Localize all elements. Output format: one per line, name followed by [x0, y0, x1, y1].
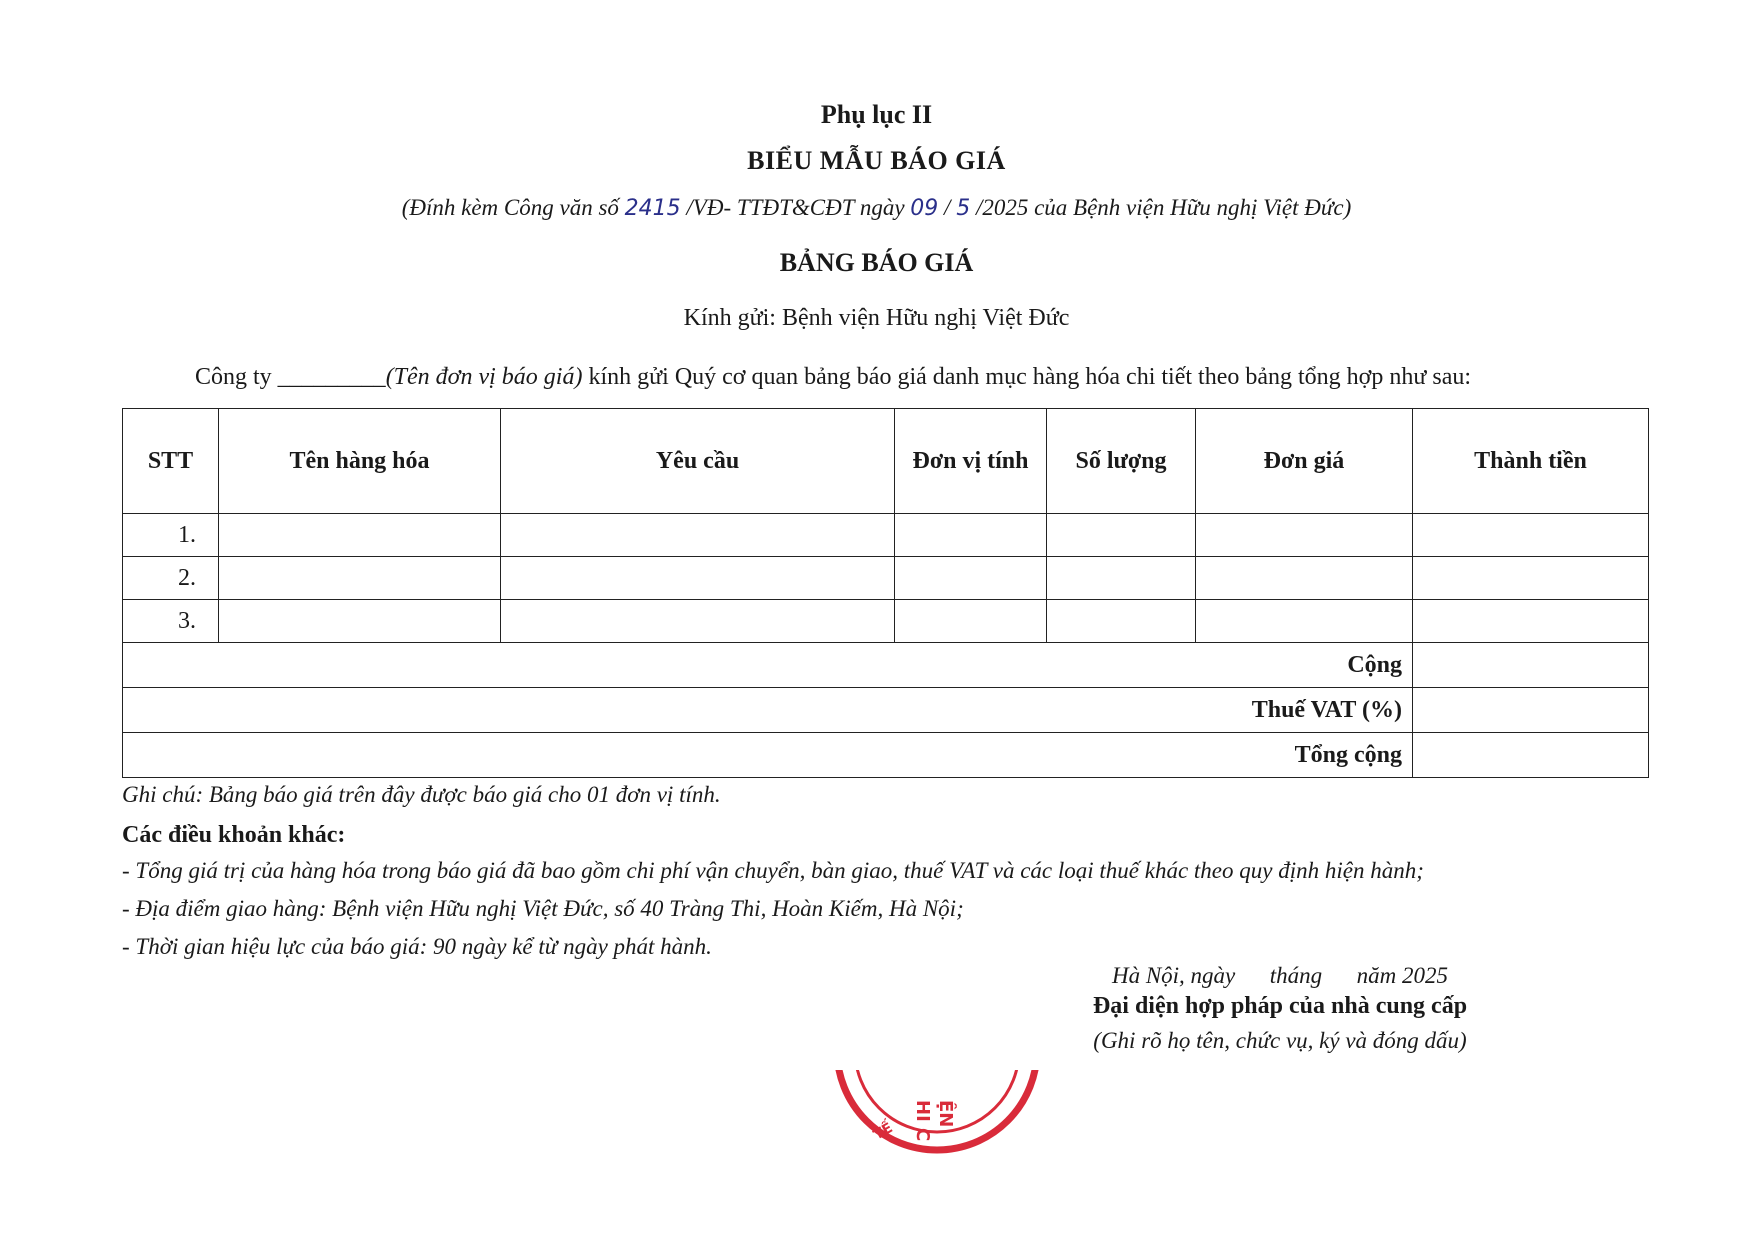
term-item: - Thời gian hiệu lực của báo giá: 90 ngày kể từ ngày phát hành.: [122, 934, 712, 959]
term-item: - Tổng giá trị của hàng hóa trong báo giá đã bao gồm chi phí vận chuyển, bàn giao, thuế VAT và các loại thuế khác theo quy định hiện hành;: [122, 858, 1424, 883]
cell: [1047, 514, 1196, 557]
appendix-label: Phụ lục II: [820, 100, 933, 129]
vat-label: Thuế VAT (%): [123, 688, 1413, 733]
subtotal-cell: [1413, 643, 1649, 688]
signature-instruction: (Ghi rõ họ tên, chức vụ, ký và đóng dấu): [1093, 1028, 1467, 1053]
cell: [1196, 600, 1413, 643]
form-title: BIỂU MẪU BÁO GIÁ: [747, 146, 1006, 175]
intro-prefix: Công ty _________: [195, 364, 386, 390]
date-separator: /: [944, 195, 951, 220]
seal-text: HI C: [912, 1100, 933, 1142]
intro-paragraph: [195, 364, 1471, 391]
cell: [219, 600, 501, 643]
header-quantity: Số lượng: [1047, 409, 1196, 514]
quote-table: [122, 408, 1649, 778]
summary-row: [123, 643, 1649, 688]
cell: [219, 557, 501, 600]
representative-label: Đại diện hợp pháp của nhà cung cấp: [1092, 993, 1468, 1019]
seal-text: ỆN: [935, 1100, 956, 1128]
handwritten-doc-number: 2415: [624, 196, 681, 221]
grand-total-label: Tổng cộng: [123, 733, 1413, 778]
row-number: 2.: [123, 557, 219, 600]
recipient-line: Kính gửi: Bệnh viện Hữu nghị Việt Đức: [683, 305, 1070, 331]
attach-prefix: (Đính kèm Công văn số: [401, 195, 619, 220]
cell: [1196, 557, 1413, 600]
handwritten-month: 5: [956, 196, 971, 221]
cell: [1047, 600, 1196, 643]
cell: [501, 557, 895, 600]
grand-total-cell: [1413, 733, 1649, 778]
cell: [219, 514, 501, 557]
intro-italic: (Tên đơn vị báo giá): [385, 364, 583, 390]
terms-heading: Các điều khoản khác:: [122, 822, 346, 848]
cell: [1047, 557, 1196, 600]
handwritten-day: 09: [910, 196, 939, 221]
term-item: - Địa điểm giao hàng: Bệnh viện Hữu nghị Việt Đức, số 40 Tràng Thi, Hoàn Kiếm, Hà Nội;: [122, 896, 964, 921]
seal-text: TẾ: [871, 1120, 896, 1144]
summary-row: [123, 733, 1649, 778]
cell: [1413, 514, 1649, 557]
cell: [1413, 600, 1649, 643]
vat-cell: [1413, 688, 1649, 733]
header-unit-price: Đơn giá: [1196, 409, 1413, 514]
row-number: 1.: [123, 514, 219, 557]
row-number: 3.: [123, 600, 219, 643]
table-row: [123, 600, 1649, 643]
subtotal-label: Cộng: [123, 643, 1413, 688]
quote-title: BẢNG BÁO GIÁ: [779, 248, 974, 277]
table-row: [123, 514, 1649, 557]
signature-date: Hà Nội, ngày tháng năm 2025: [1111, 963, 1449, 988]
cell: [895, 514, 1047, 557]
header-total: Thành tiền: [1413, 409, 1649, 514]
cell: [895, 557, 1047, 600]
cell: [501, 514, 895, 557]
cell: [501, 600, 895, 643]
cell: [1196, 514, 1413, 557]
cell: [1413, 557, 1649, 600]
attach-suffix: /2025 của Bệnh viện Hữu nghị Việt Đức): [975, 195, 1352, 220]
intro-suffix: kính gửi Quý cơ quan bảng báo giá danh mục hàng hóa chi tiết theo bảng tổng hợp như sau:: [582, 364, 1472, 390]
attachment-reference: [0, 195, 1753, 221]
red-seal-stamp: [822, 1070, 1052, 1190]
cell: [895, 600, 1047, 643]
header-requirements: Yêu cầu: [501, 409, 895, 514]
header-unit: Đơn vị tính: [895, 409, 1047, 514]
seal-icon: [822, 1070, 1052, 1190]
summary-row: [123, 688, 1649, 733]
header-stt: STT: [123, 409, 219, 514]
table-row: [123, 557, 1649, 600]
attach-mid: /VĐ- TTĐT&CĐT ngày: [686, 195, 905, 220]
table-note: Ghi chú: Bảng báo giá trên đây được báo giá cho 01 đơn vị tính.: [122, 782, 721, 807]
header-item-name: Tên hàng hóa: [219, 409, 501, 514]
